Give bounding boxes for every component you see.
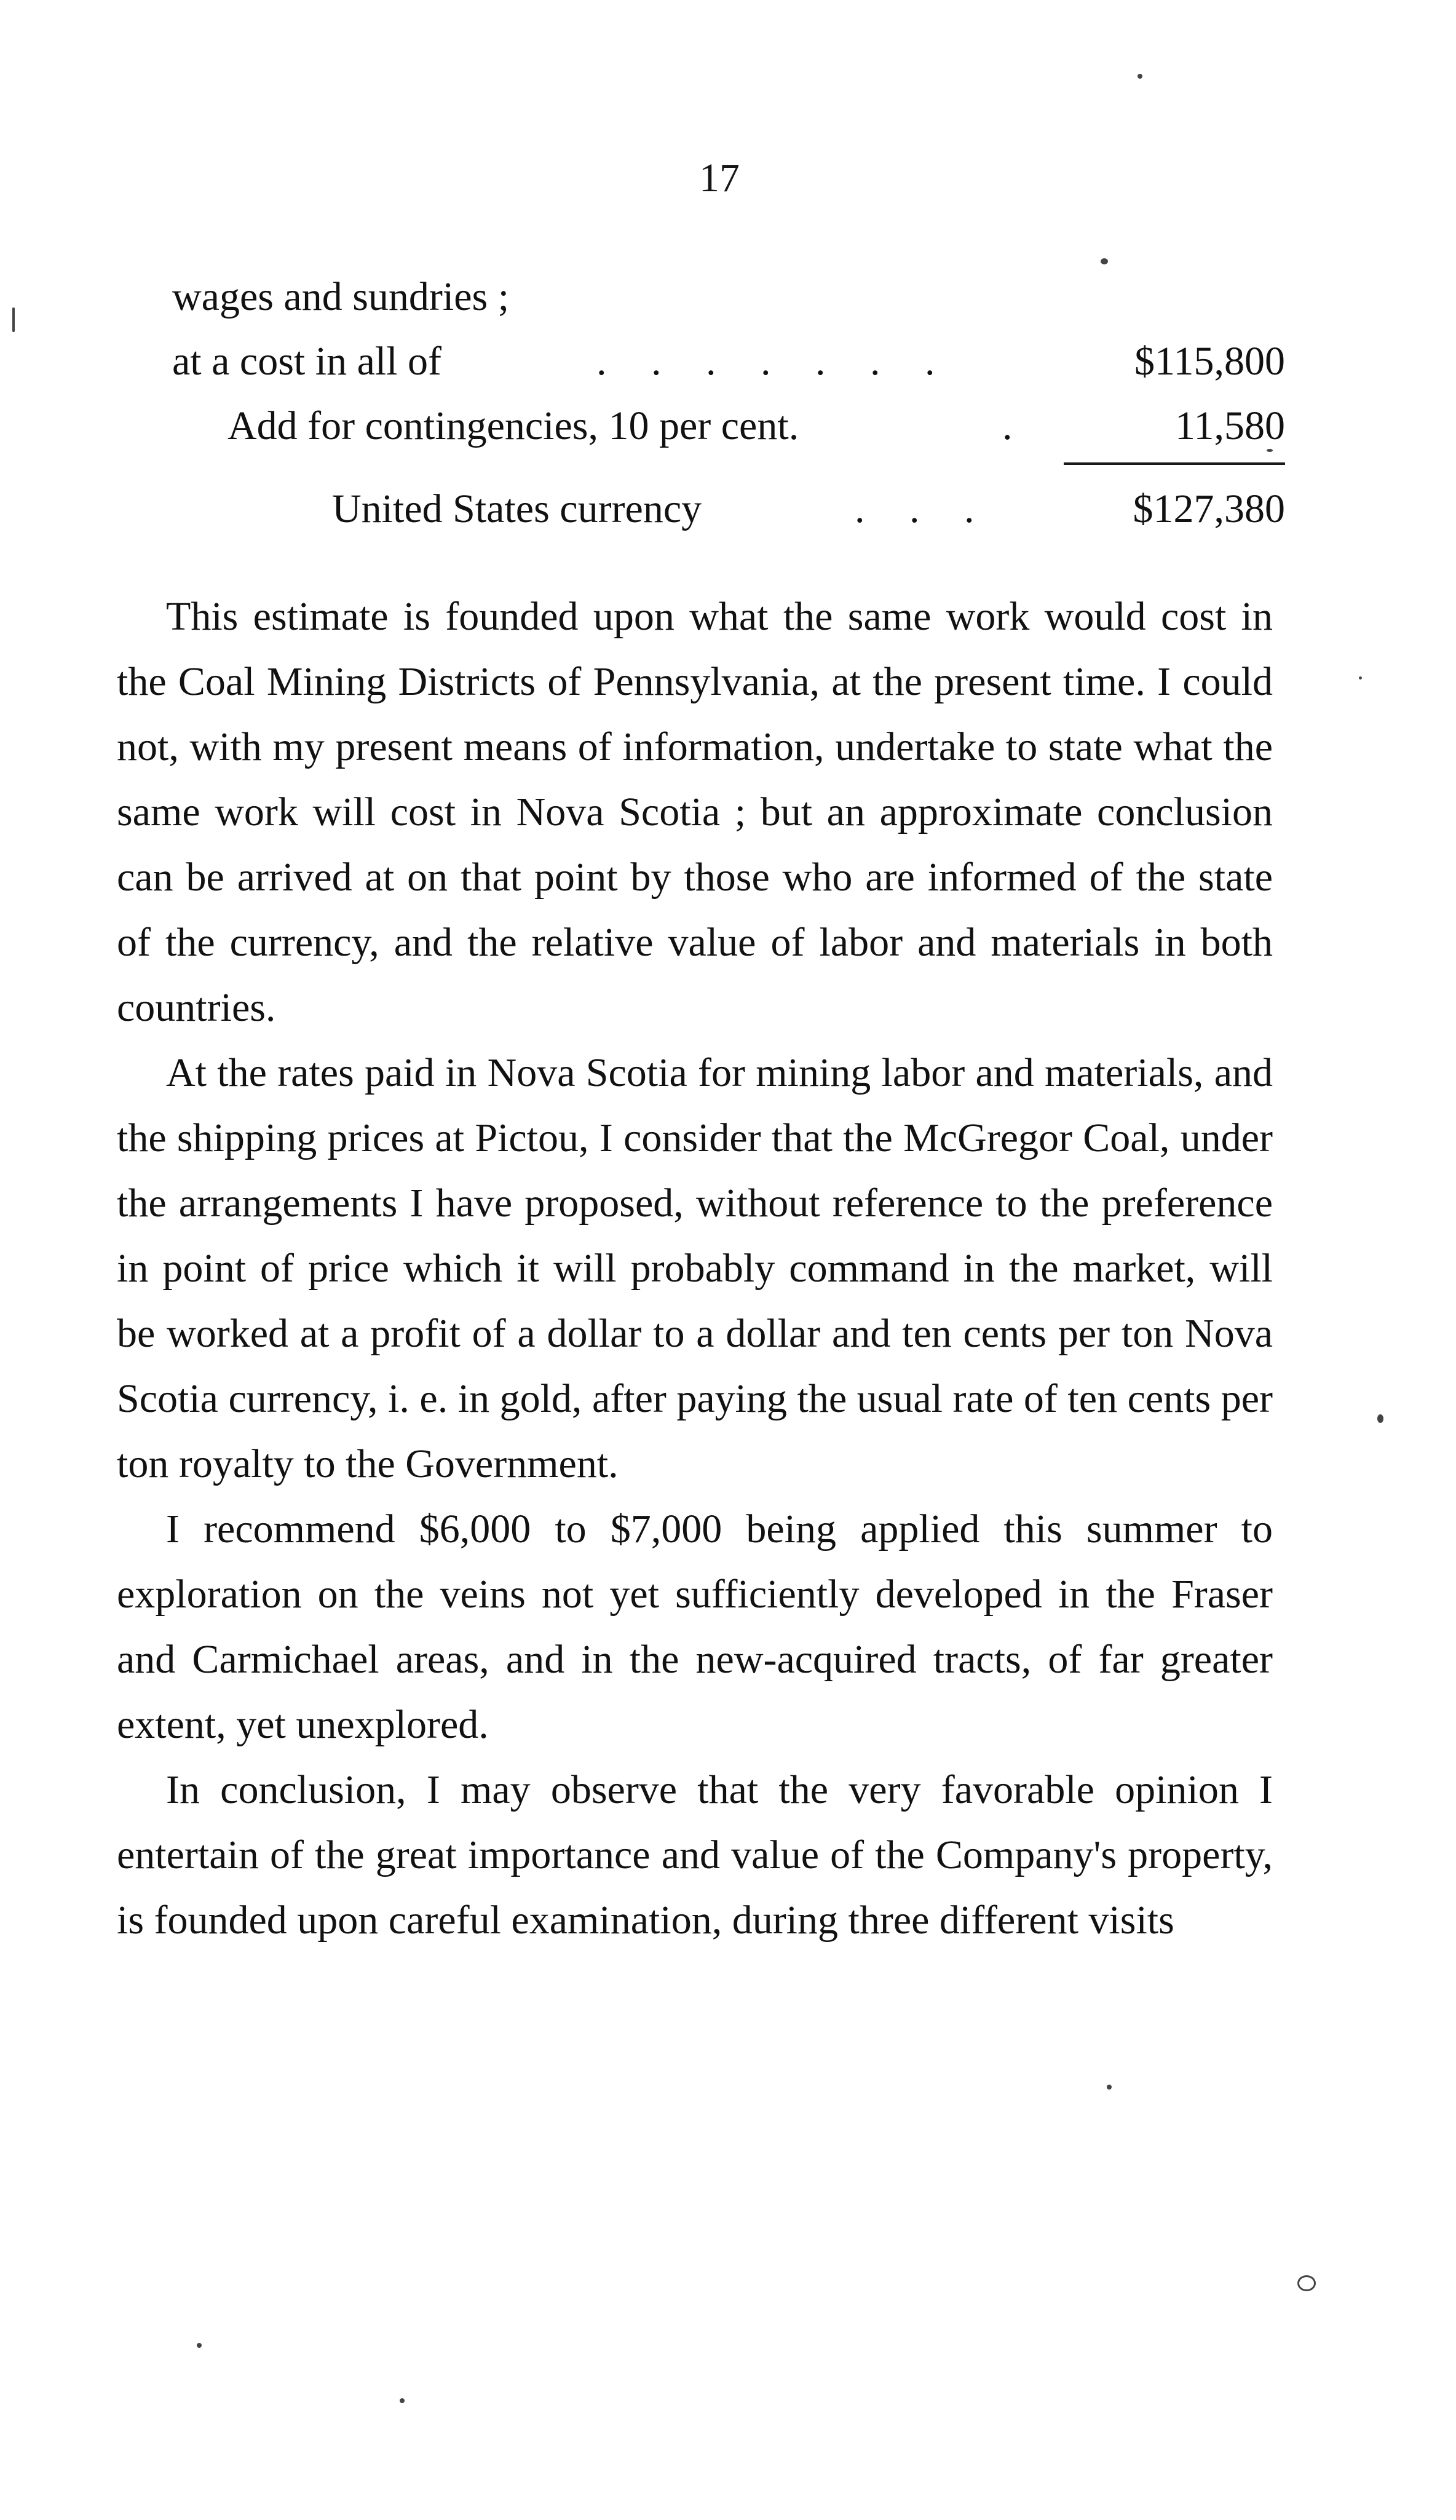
- ledger-cost-amount: $115,800: [1134, 339, 1285, 384]
- ledger-cost-label: at a cost in all of: [172, 339, 442, 384]
- ledger-total-leaders: . . .: [855, 486, 992, 531]
- scan-speck: [400, 2398, 405, 2403]
- ledger-contingencies-label: Add for contingencies, 10 per cent.: [228, 403, 799, 448]
- paragraph-estimate: This estimate is founded upon what the same work would cost in the Coal Mining Districts of Pennsylvania, at the present time. I could not, with my present means of information, undertake to state what the same work will cost in Nova Scotia ; but an approximate conclusion can be arrived at on that point by those who are informed of the state of the currency, and the relative value of labor and materials in both countries.: [117, 594, 1273, 1030]
- ledger-total-amount: $127,380: [1133, 486, 1285, 531]
- sum-rule: [1064, 462, 1285, 465]
- scan-speck: [12, 307, 15, 332]
- scan-speck: [1138, 74, 1142, 79]
- paragraph-conclusion: In conclusion, I may observe that the very favorable opinion I entertain of the great importance and value of the Company's property, is founded upon careful examination, during three different visits: [117, 1767, 1273, 1943]
- scan-speck: [1297, 2275, 1316, 2291]
- scan-speck: [1107, 2085, 1112, 2090]
- ledger-line-wages: wages and sundries ;: [172, 274, 510, 319]
- scan-speck: [197, 2343, 202, 2348]
- ledger-row-cost: [117, 329, 1285, 394]
- scan-speck: [1101, 258, 1108, 264]
- ledger-contingencies-leaders: .: [1002, 403, 1030, 448]
- scan-speck: [1267, 449, 1273, 452]
- scan-speck: [1377, 1414, 1383, 1423]
- ledger-row-total: [117, 477, 1285, 541]
- scan-speck: [1359, 676, 1362, 680]
- paragraph-mining-profit: At the rates paid in Nova Scotia for mining labor and materials, and the shipping prices at Pictou, I consider that the McGregor Coal, under the arrangements I have proposed, without reference to the preference in point of price which it will probably command in the market, will be worked at a profit of a dollar to a dollar and ten cents per ton Nova Scotia currency, i. e. in gold, after paying the usual rate of ten cents per ton royalty to the Government.: [117, 1050, 1273, 1486]
- ledger-row-wages: [117, 264, 1285, 329]
- body-text: [117, 584, 1273, 1953]
- page-number: 17: [699, 156, 740, 200]
- ledger-row-contingencies: [117, 394, 1285, 458]
- ledger-contingencies-amount: 11,580: [1174, 403, 1285, 448]
- paragraph-exploration: I recommend $6,000 to $7,000 being applied this summer to exploration on the veins not yet sufficiently developed in the Fraser and Carmichael areas, and in the new-acquired tracts, of far greater extent, yet unexplored.: [117, 1507, 1273, 1747]
- cost-estimate-ledger: [117, 264, 1285, 541]
- ledger-total-label: United States currency: [332, 486, 702, 531]
- ledger-cost-leaders: . . . . . . .: [596, 339, 952, 384]
